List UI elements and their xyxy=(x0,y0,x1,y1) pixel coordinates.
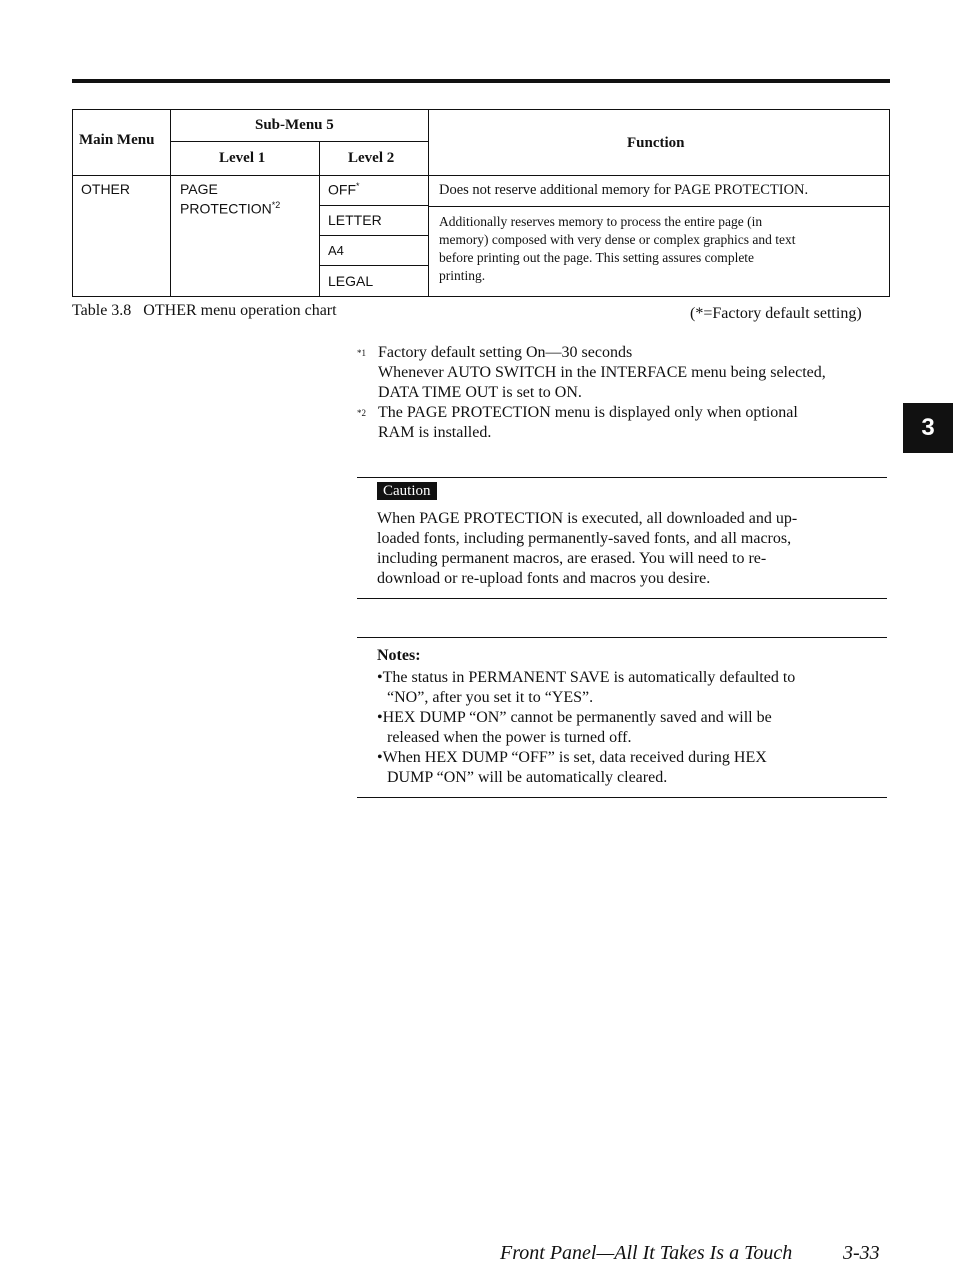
level1-value-line2: PROTECTION$^{*2}$ xyxy=(180,200,281,217)
caution-label-text: Caution xyxy=(377,482,437,500)
footnote-1-line: Whenever AUTO SWITCH in the INTERFACE menu being selected, xyxy=(378,364,826,381)
caution-line: When PAGE PROTECTION is executed, all downloaded and up- xyxy=(377,510,798,527)
function-other xyxy=(439,213,884,285)
table-border-left xyxy=(72,109,73,297)
footer-title: Front Panel—All It Takes Is a Touch xyxy=(500,1242,793,1264)
col-divider-3 xyxy=(428,109,429,297)
header-level1: Level 1 xyxy=(219,150,266,166)
caution-bottom-rule xyxy=(357,598,887,599)
note-line: DUMP “ON” will be automatically cleared. xyxy=(387,769,668,786)
col-divider-2 xyxy=(319,141,320,297)
caution-text xyxy=(377,509,877,589)
header-sub-menu: Sub-Menu 5 xyxy=(255,117,334,133)
note-line: released when the power is turned off. xyxy=(387,729,632,746)
level2-legal: LEGAL xyxy=(328,273,374,289)
notes-top-rule xyxy=(357,637,887,638)
caution-line: loaded fonts, including permanently-saved fonts, and all macros, xyxy=(377,530,792,547)
footnote-1-line: Factory default setting On—30 seconds xyxy=(378,344,633,361)
caution-line: download or re-upload fonts and macros you desire. xyxy=(377,570,711,587)
main-menu-value: OTHER xyxy=(81,181,130,197)
caution-top-rule xyxy=(357,477,887,478)
table-caption: Table 3.8 OTHER menu operation chart xyxy=(72,302,337,319)
chapter-tab: 3 xyxy=(903,403,953,453)
footnote-1-mark: *1 xyxy=(357,348,366,358)
footnote-2-line: The PAGE PROTECTION menu is displayed only when optional xyxy=(378,404,798,421)
function-row-rule xyxy=(428,206,890,207)
notes-list xyxy=(377,668,877,788)
footnote-1-line: DATA TIME OUT is set to ON. xyxy=(378,384,582,401)
table-border-bottom xyxy=(72,296,890,297)
note-line: “NO”, after you set it to “YES”. xyxy=(387,689,594,706)
header-level2: Level 2 xyxy=(348,150,395,166)
default-setting-note: (*=Factory default setting) xyxy=(690,305,862,322)
table-border-right xyxy=(889,109,890,297)
level1-value-line1: PAGE xyxy=(180,181,218,197)
footnote-2-line: RAM is installed. xyxy=(378,424,492,441)
notes-bottom-rule xyxy=(357,797,887,798)
note-line: •HEX DUMP “ON” cannot be permanently saved and will be xyxy=(377,709,772,726)
table-border-top xyxy=(72,109,890,110)
row-rule-2 xyxy=(319,235,429,236)
function-line: memory) composed with very dense or complex graphics and text xyxy=(439,232,796,247)
function-line: printing. xyxy=(439,268,486,283)
level2-off: OFF* xyxy=(328,181,360,198)
top-rule xyxy=(72,79,890,83)
table-header-rule xyxy=(72,175,890,176)
caution-line: including permanent macros, are erased. You will need to re- xyxy=(377,550,767,567)
row-rule-1 xyxy=(319,205,429,206)
footnote-2-mark: *2 xyxy=(357,408,366,418)
note-line: •When HEX DUMP “OFF” is set, data received during HEX xyxy=(377,749,767,766)
function-line: Additionally reserves memory to process the entire page (in xyxy=(439,214,763,229)
footnotes xyxy=(357,343,892,443)
caution-label xyxy=(377,482,437,500)
submenu-header-rule xyxy=(170,141,429,142)
level2-letter: LETTER xyxy=(328,212,382,228)
note-line: •The status in PERMANENT SAVE is automatically defaulted to xyxy=(377,669,796,686)
function-off: Does not reserve additional memory for PAGE PROTECTION. xyxy=(439,182,809,198)
header-function: Function xyxy=(627,135,685,151)
level2-a4: A4 xyxy=(328,243,344,258)
function-line: before printing out the page. This setting assures complete xyxy=(439,250,755,265)
page-number: 3-33 xyxy=(843,1242,880,1264)
notes-title: Notes: xyxy=(377,647,421,664)
col-divider-1 xyxy=(170,109,171,297)
row-rule-3 xyxy=(319,265,429,266)
header-main-menu: Main Menu xyxy=(79,132,155,148)
